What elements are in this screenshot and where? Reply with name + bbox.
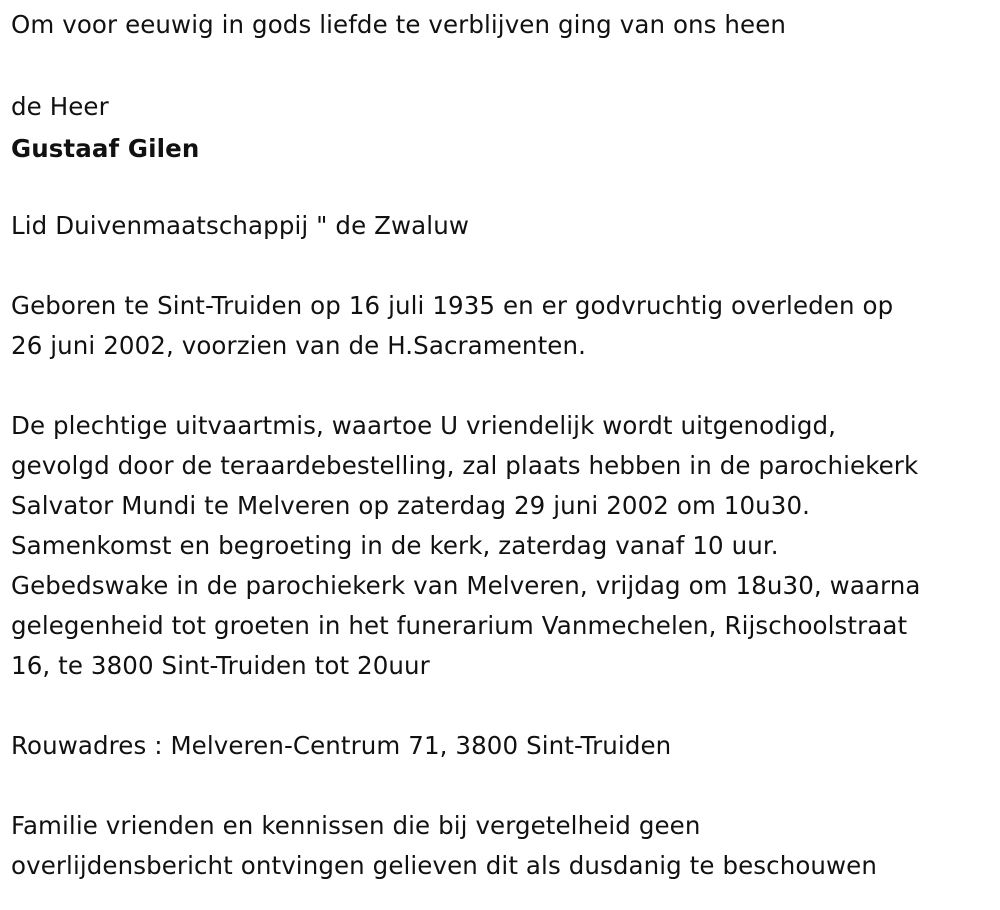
spacer bbox=[11, 246, 996, 286]
intro-line: Om voor eeuwig in gods liefde te verblijven ging van ons heen bbox=[11, 10, 787, 39]
closing-line: overlijdensbericht ontvingen gelieven dit als dusdanig te beschouwen bbox=[11, 851, 877, 880]
title-prefix: de Heer bbox=[11, 92, 109, 121]
funeral-line: Gebedswake in de parochiekerk van Melveren, vrijdag om 18u30, waarna bbox=[11, 571, 921, 600]
funeral-line: 16, te 3800 Sint-Truiden tot 20uur bbox=[11, 651, 430, 680]
death-notice bbox=[11, 5, 996, 886]
spacer bbox=[11, 686, 996, 726]
funeral-line: gevolgd door de teraardebestelling, zal plaats hebben in de parochiekerk bbox=[11, 451, 919, 480]
funeral-line: De plechtige uitvaartmis, waartoe U vriendelijk wordt uitgenodigd, bbox=[11, 411, 837, 440]
spacer bbox=[11, 766, 996, 806]
membership-line: Lid Duivenmaatschappij " de Zwaluw bbox=[11, 211, 469, 240]
mourning-address: Rouwadres : Melveren-Centrum 71, 3800 Sint-Truiden bbox=[11, 731, 672, 760]
birth-line: Geboren te Sint-Truiden op 16 juli 1935 en er godvruchtig overleden op bbox=[11, 291, 894, 320]
spacer bbox=[11, 366, 996, 406]
birth-line: 26 juni 2002, voorzien van de H.Sacramenten. bbox=[11, 331, 586, 360]
spacer bbox=[11, 172, 996, 206]
funeral-line: Samenkomst en begroeting in de kerk, zaterdag vanaf 10 uur. bbox=[11, 531, 779, 560]
spacer bbox=[11, 45, 996, 85]
funeral-line: gelegenheid tot groeten in het funerarium Vanmechelen, Rijschoolstraat bbox=[11, 611, 908, 640]
funeral-line: Salvator Mundi te Melveren op zaterdag 29 juni 2002 om 10u30. bbox=[11, 491, 811, 520]
deceased-name: Gustaaf Gilen bbox=[11, 134, 200, 163]
closing-line: Familie vrienden en kennissen die bij vergetelheid geen bbox=[11, 811, 701, 840]
